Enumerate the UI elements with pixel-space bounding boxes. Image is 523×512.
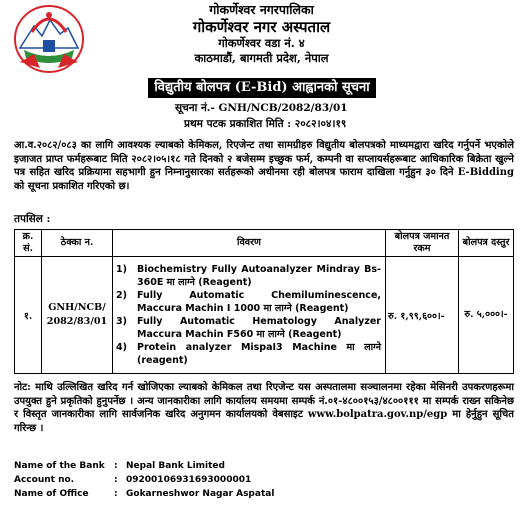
colon: : [114, 461, 118, 471]
cell-sn: १. [15, 257, 42, 374]
colon: : [114, 489, 118, 499]
header-sn: क्र. सं. [15, 230, 42, 257]
item-number: 1) [116, 264, 127, 275]
item-text: Protein analyzer MispaI3 Machine मा लाग्ने (reagent) [137, 342, 381, 366]
bid-table [14, 229, 514, 374]
item-number: 4) [116, 342, 127, 353]
list-item [113, 341, 385, 367]
bank-value: 09200106931693000001 [126, 475, 252, 485]
bank-row [14, 487, 274, 501]
bank-details [14, 459, 274, 501]
item-number: 2) [116, 290, 127, 301]
publish-date: प्रथम पटक प्रकाशित मिति : २०८२।०४।१९ [184, 118, 347, 130]
table-row [15, 257, 514, 374]
colon: : [114, 475, 118, 485]
cell-description [113, 257, 386, 374]
header-security: बोलपत्र जमानत रकम [386, 230, 459, 257]
bank-row [14, 473, 274, 487]
item-text: Biochemistry Fully Autoanalyzer Mindray Bs-360E मा लाग्ने (Reagent) [137, 264, 381, 288]
ward-number: गोकर्णेश्वर वडा नं. ४ [218, 36, 305, 50]
item-number: 3) [116, 316, 127, 327]
bank-row [14, 459, 274, 473]
cell-security-amount: रु. १,९९,६००।- [386, 257, 459, 374]
header-description: विवरण [113, 230, 386, 257]
bank-value: Nepal Bank Limited [126, 461, 225, 471]
item-text: Fully Automatic Hematology Analyzer Maccura Machin F560 मा लाग्ने (Reagent) [137, 316, 381, 340]
item-text: Fully Automatic Chemiluminescence, Maccura Machin I 1000 मा लाग्ने (Reagent) [137, 290, 381, 314]
bank-value: Gokarneshwor Nagar Aspatal [126, 489, 275, 499]
header-fee: बोलपत्र दस्तुर [459, 230, 514, 257]
header-text [0, 2, 523, 66]
bank-key: Account no. [14, 475, 75, 485]
cell-fee-amount: रु. ५,०००।- [459, 257, 514, 374]
notice-title: विद्युतीय बोलपत्र (E-Bid) आह्वानको सूचना [148, 78, 376, 98]
list-item [113, 263, 385, 289]
note-paragraph: नोट: माथि उल्लिखित खरिद गर्न खोजिएका ल्याबको केमिकल तथा रिएजेन्ट यस अस्पतालमा सञ्चालनमा रहेका मेसिनरी उपकरणहरूमा उपयुक्त हुने प्रकृतिको हुनुपर्नेछ । अन्य जानकारीका लागि कार्यालय समयमा सम्पर्क नं.०१-४८००१५३/४८००१११ मा सम्पर्क राख्न सकिनेछ र विस्तृत जानकारीका लागि सार्वजनिक खरिद अनुगमन कार्यालयको वेबसाइट www.bolpatra.gov.np/egp मा हेर्नुहुन सूचित गरिन्छ । [14, 382, 514, 434]
table-label: तपसिल : [14, 213, 51, 225]
notice-number: सूचना नं.- GNH/NCB/2082/83/01 [175, 102, 348, 114]
hospital-name: गोकर्णेश्वर नगर अस्पताल [192, 18, 331, 36]
list-item [113, 315, 385, 341]
bank-key: Name of Office [14, 489, 89, 499]
bank-key: Name of the Bank [14, 461, 105, 471]
cell-contract-no: GNH/NCB/ 2082/83/01 [42, 257, 113, 374]
intro-paragraph: आ.व.२०८२/०८३ का लागि आवश्यक ल्याबको केमिकल, रिएजेन्ट तथा सामग्रीहरु विद्युतीय बोलपत्रको माध्यमद्वारा खरिद गर्नुपर्ने भएकोले इजाजत प्राप्त फर्महरूबाट मिति २०८२।०५।१८ गते दिनको २ बजेसम्म इच्छुक फर्म, कम्पनी वा सप्लायर्सहरूबाट आधिकारिक बिक्रेता खुल्ने पत्र सहित खरिद प्रक्रियामा सहभागी हुन निम्नानुसारका सर्तहरूको अधीनमा रही बोलपत्र फाराम दाखिला गर्नुहुन ३० दिने E-Bidding को सूचना प्रकाशित गरिएको छ। [14, 140, 514, 192]
table-header-row [15, 230, 514, 257]
header [0, 0, 523, 76]
list-item [113, 289, 385, 315]
address: काठमाडौं, बागमती प्रदेश, नेपाल [194, 51, 329, 65]
municipality-name: गोकर्णेश्वर नगरपालिका [209, 2, 314, 17]
header-contract-no: ठेक्का न. [42, 230, 113, 257]
